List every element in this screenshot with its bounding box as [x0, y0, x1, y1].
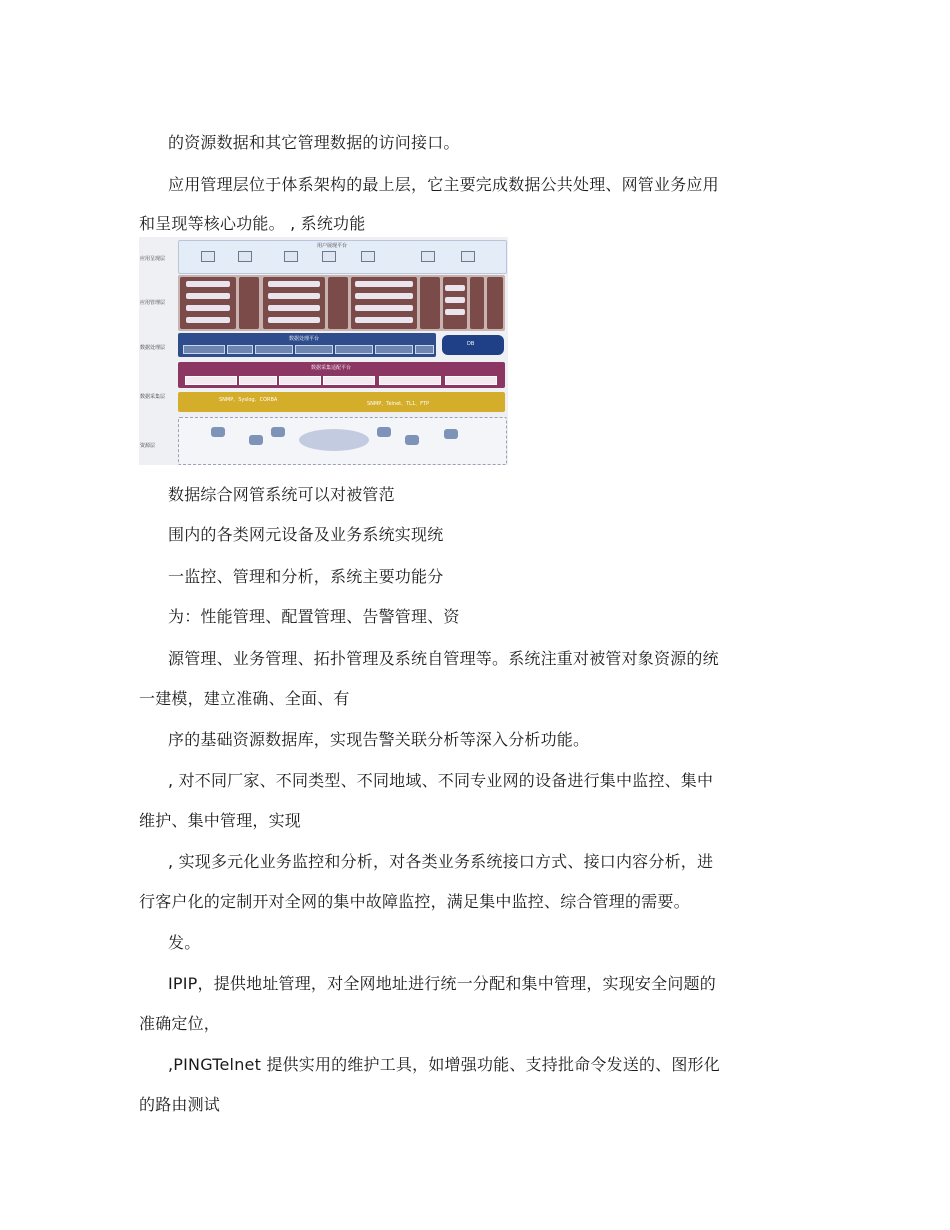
paragraph-text: 的路由测试 [139, 1095, 221, 1114]
module-pill [445, 309, 465, 315]
processing-cell [335, 345, 373, 354]
protocols-right: SNMP、Telnet、TL1、FTP [367, 401, 429, 407]
paragraph-text: 发。 [168, 933, 201, 952]
collection-banner-text: 数据采集适配平台 [311, 365, 352, 371]
module-pill [268, 293, 320, 299]
module-pill [268, 317, 320, 323]
processing-cell [415, 345, 434, 354]
layer-label: 数据采集层 [140, 394, 166, 400]
terminal-icon [421, 251, 435, 262]
terminal-icon [201, 251, 215, 262]
processing-cell [255, 345, 293, 354]
paragraph-text: 维护、集中管理，实现 [139, 811, 302, 830]
layer-label: 应用呈现层 [140, 256, 166, 262]
module-pill [186, 305, 230, 311]
module-pill [355, 317, 413, 323]
processing-banner-text: 数据处理平台 [289, 336, 320, 342]
module-pill [268, 305, 320, 311]
collection-cell [279, 376, 321, 385]
processing-cell [183, 345, 225, 354]
paragraph-text: 行客户化的定制开对全网的集中故障监控，满足集中监控、综合管理的需要。 [139, 892, 690, 911]
network-cloud-icon [299, 429, 369, 451]
paragraph-text: IPIP，提供地址管理，对全网地址进行统一分配和集中管理，实现安全问题的 [168, 974, 716, 993]
module-pill [186, 293, 230, 299]
terminal-icon [361, 251, 375, 262]
module-pill [268, 281, 320, 287]
paragraph-text: 为：性能管理、配置管理、告警管理、资 [168, 607, 460, 626]
paragraph-text: , 对不同厂家、不同类型、不同地域、不同专业网的设备进行集中监控、集中 [168, 771, 714, 790]
layer-label: 资源层 [140, 443, 156, 449]
terminal-icon [238, 251, 252, 262]
module-group [239, 277, 259, 329]
protocols-left: SNMP、Syslog、CORBA [219, 397, 278, 403]
collection-cell [239, 376, 277, 385]
switch-icon [377, 427, 391, 437]
processing-cell [227, 345, 253, 354]
terminal-icon [322, 251, 336, 262]
module-group [420, 277, 440, 329]
module-pill [186, 317, 230, 323]
processing-cell [375, 345, 413, 354]
router-icon [271, 427, 285, 437]
module-group [487, 277, 503, 329]
module-pill [445, 297, 465, 303]
collection-cell [379, 376, 441, 385]
module-pill [355, 305, 413, 311]
module-pill [186, 281, 230, 287]
paragraph-text: 和呈现等核心功能。 , 系统功能 [139, 214, 366, 233]
collection-cell [185, 376, 237, 385]
terminal-icon [461, 251, 475, 262]
paragraph-text: 的资源数据和其它管理数据的访问接口。 [168, 133, 460, 152]
top-banner-text: 用户展现平台 [317, 243, 348, 249]
layer-label: 数据处理层 [140, 345, 166, 351]
paragraph-text: 准确定位， [139, 1014, 221, 1033]
db-label: DB [467, 341, 475, 347]
module-group [328, 277, 348, 329]
paragraph-text: 一监控、管理和分析，系统主要功能分 [168, 567, 444, 586]
module-pill [355, 293, 413, 299]
module-pill [445, 285, 465, 291]
paragraph-text: 数据综合网管系统可以对被管范 [168, 485, 395, 504]
collection-cell [323, 376, 375, 385]
paragraph-text: 序的基础资源数据库，实现告警关联分析等深入分析功能。 [168, 730, 590, 749]
paragraph-text: 围内的各类网元设备及业务系统实现统 [168, 525, 444, 544]
layer-label: 应用管理层 [140, 300, 166, 306]
collection-cell [445, 376, 497, 385]
module-pill [355, 281, 413, 287]
server-icon [405, 435, 419, 445]
paragraph-text: 应用管理层位于体系架构的最上层，它主要完成数据公共处理、网管业务应用 [168, 175, 719, 194]
paragraph-text: 一建模，建立准确、全面、有 [139, 689, 350, 708]
router-icon [444, 429, 458, 439]
processing-cell [295, 345, 333, 354]
module-group [470, 277, 484, 329]
server-icon [249, 435, 263, 445]
paragraph-text: ,PINGTelnet 提供实用的维护工具，如增强功能、支持批命令发送的、图形化 [168, 1055, 720, 1074]
paragraph-text: 源管理、业务管理、拓扑管理及系统自管理等。系统注重对被管对象资源的统 [168, 649, 719, 668]
paragraph-text: , 实现多元化业务监控和分析，对各类业务系统接口方式、接口内容分析，进 [168, 852, 714, 871]
architecture-diagram [139, 237, 508, 465]
router-icon [211, 427, 225, 437]
terminal-icon [284, 251, 298, 262]
